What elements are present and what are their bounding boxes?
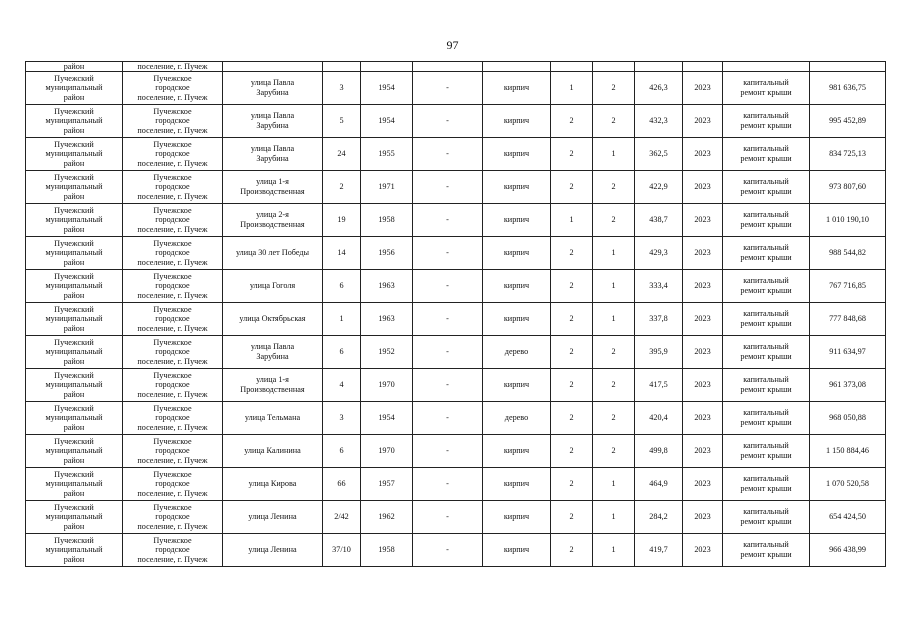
cell-house: 3 xyxy=(323,72,361,105)
cell-area: 395,9 xyxy=(635,336,683,369)
table-row xyxy=(26,369,886,402)
cell-empty xyxy=(593,62,635,72)
cell-area: 464,9 xyxy=(635,468,683,501)
cell-district: Пучежский муниципальный район xyxy=(26,369,123,402)
cell-work: капитальный ремонт крыши xyxy=(723,501,810,534)
cell-cost: 1 150 884,46 xyxy=(810,435,886,468)
cell-district: Пучежский муниципальный район xyxy=(26,237,123,270)
cell-house: 66 xyxy=(323,468,361,501)
cell-house: 6 xyxy=(323,270,361,303)
cell-entrances: 1 xyxy=(593,534,635,567)
cell-work: капитальный ремонт крыши xyxy=(723,369,810,402)
cell-district: Пучежский муниципальный район xyxy=(26,105,123,138)
table-row xyxy=(26,138,886,171)
cell-year: 1954 xyxy=(361,72,413,105)
cell-cost: 973 807,60 xyxy=(810,171,886,204)
cell-entrances: 2 xyxy=(593,105,635,138)
cell-year: 1970 xyxy=(361,435,413,468)
cell-work: капитальный ремонт крыши xyxy=(723,72,810,105)
cell-entrances: 2 xyxy=(593,171,635,204)
table-row xyxy=(26,534,886,567)
table-row xyxy=(26,468,886,501)
cell-work: капитальный ремонт крыши xyxy=(723,303,810,336)
cell-work: капитальный ремонт крыши xyxy=(723,204,810,237)
cell-plan-year: 2023 xyxy=(683,369,723,402)
cell-year: 1954 xyxy=(361,105,413,138)
cell-year: 1955 xyxy=(361,138,413,171)
cell-floors: 2 xyxy=(551,468,593,501)
cell-house: 2/42 xyxy=(323,501,361,534)
cell-street: улица Ленина xyxy=(223,501,323,534)
housing-repair-table xyxy=(25,61,886,567)
cell-work: капитальный ремонт крыши xyxy=(723,468,810,501)
cell-district: Пучежский муниципальный район xyxy=(26,435,123,468)
cell-district: Пучежский муниципальный район xyxy=(26,72,123,105)
table-row xyxy=(26,270,886,303)
cell-work: капитальный ремонт крыши xyxy=(723,402,810,435)
cell-district: Пучежский муниципальный район xyxy=(26,402,123,435)
cell-settlement: Пучежское городское поселение, г. Пучеж xyxy=(123,72,223,105)
cell-area: 284,2 xyxy=(635,501,683,534)
cell-settlement: Пучежское городское поселение, г. Пучеж xyxy=(123,435,223,468)
cell-empty xyxy=(323,62,361,72)
cell-settlement: Пучежское городское поселение, г. Пучеж xyxy=(123,402,223,435)
cell-dash: - xyxy=(413,534,483,567)
cell-plan-year: 2023 xyxy=(683,468,723,501)
cell-year: 1958 xyxy=(361,204,413,237)
cell-district: Пучежский муниципальный район xyxy=(26,270,123,303)
continued-row xyxy=(26,62,886,72)
cell-area: 426,3 xyxy=(635,72,683,105)
cell-settlement: Пучежское городское поселение, г. Пучеж xyxy=(123,468,223,501)
cell-entrances: 2 xyxy=(593,369,635,402)
cell-dash: - xyxy=(413,237,483,270)
cell-plan-year: 2023 xyxy=(683,237,723,270)
cell-material: кирпич xyxy=(483,534,551,567)
cell-area: 420,4 xyxy=(635,402,683,435)
cell-year: 1962 xyxy=(361,501,413,534)
cell-plan-year: 2023 xyxy=(683,171,723,204)
cell-empty xyxy=(810,62,886,72)
cell-settlement: Пучежское городское поселение, г. Пучеж xyxy=(123,138,223,171)
cell-material: кирпич xyxy=(483,468,551,501)
cell-plan-year: 2023 xyxy=(683,336,723,369)
cell-settlement: Пучежское городское поселение, г. Пучеж xyxy=(123,501,223,534)
cell-settlement: Пучежское городское поселение, г. Пучеж xyxy=(123,369,223,402)
cell-dash: - xyxy=(413,501,483,534)
table-row xyxy=(26,336,886,369)
cell-street: улица 1-я Производственная xyxy=(223,369,323,402)
table-row xyxy=(26,237,886,270)
cell-house: 19 xyxy=(323,204,361,237)
cell-year: 1952 xyxy=(361,336,413,369)
cell-floors: 2 xyxy=(551,534,593,567)
cell-dash: - xyxy=(413,105,483,138)
cell-year: 1957 xyxy=(361,468,413,501)
cell-empty xyxy=(223,62,323,72)
cell-material: дерево xyxy=(483,402,551,435)
cell-floors: 2 xyxy=(551,171,593,204)
cell-empty xyxy=(361,62,413,72)
cell-dash: - xyxy=(413,171,483,204)
cell-settlement: Пучежское городское поселение, г. Пучеж xyxy=(123,237,223,270)
cell-dash: - xyxy=(413,435,483,468)
cell-house: 1 xyxy=(323,303,361,336)
cell-plan-year: 2023 xyxy=(683,105,723,138)
table-row xyxy=(26,72,886,105)
cell-year: 1956 xyxy=(361,237,413,270)
table-row xyxy=(26,171,886,204)
cell-empty xyxy=(413,62,483,72)
cell-cost: 995 452,89 xyxy=(810,105,886,138)
cell-district: Пучежский муниципальный район xyxy=(26,138,123,171)
cell-street: улица 2-я Производственная xyxy=(223,204,323,237)
cell-dash: - xyxy=(413,270,483,303)
cell-house: 24 xyxy=(323,138,361,171)
cell-dash: - xyxy=(413,138,483,171)
cell-dash: - xyxy=(413,336,483,369)
cell-floors: 2 xyxy=(551,105,593,138)
page-number: 97 xyxy=(446,38,459,52)
cell-area: 499,8 xyxy=(635,435,683,468)
cell-empty xyxy=(683,62,723,72)
table-row xyxy=(26,435,886,468)
cell-settlement: Пучежское городское поселение, г. Пучеж xyxy=(123,270,223,303)
cell-floors: 1 xyxy=(551,204,593,237)
cell-district: Пучежский муниципальный район xyxy=(26,171,123,204)
cell-dash: - xyxy=(413,402,483,435)
cell-cost: 1 070 520,58 xyxy=(810,468,886,501)
table-body xyxy=(26,62,886,567)
cell-district: Пучежский муниципальный район xyxy=(26,336,123,369)
cell-material: кирпич xyxy=(483,303,551,336)
cell-cost: 1 010 190,10 xyxy=(810,204,886,237)
cell-floors: 2 xyxy=(551,270,593,303)
cell-plan-year: 2023 xyxy=(683,501,723,534)
cell-district: район xyxy=(26,62,123,72)
cell-entrances: 1 xyxy=(593,501,635,534)
cell-entrances: 2 xyxy=(593,402,635,435)
cell-entrances: 1 xyxy=(593,138,635,171)
cell-work: капитальный ремонт крыши xyxy=(723,138,810,171)
cell-dash: - xyxy=(413,303,483,336)
cell-entrances: 1 xyxy=(593,303,635,336)
cell-floors: 2 xyxy=(551,435,593,468)
cell-material: кирпич xyxy=(483,435,551,468)
cell-district: Пучежский муниципальный район xyxy=(26,534,123,567)
cell-house: 37/10 xyxy=(323,534,361,567)
cell-area: 429,3 xyxy=(635,237,683,270)
cell-district: Пучежский муниципальный район xyxy=(26,303,123,336)
cell-street: улица Павла Зарубина xyxy=(223,105,323,138)
cell-area: 362,5 xyxy=(635,138,683,171)
cell-floors: 2 xyxy=(551,303,593,336)
table-row xyxy=(26,204,886,237)
cell-year: 1971 xyxy=(361,171,413,204)
cell-entrances: 2 xyxy=(593,336,635,369)
cell-plan-year: 2023 xyxy=(683,534,723,567)
cell-entrances: 2 xyxy=(593,435,635,468)
cell-street: улица Павла Зарубина xyxy=(223,72,323,105)
cell-plan-year: 2023 xyxy=(683,270,723,303)
cell-cost: 981 636,75 xyxy=(810,72,886,105)
cell-floors: 2 xyxy=(551,138,593,171)
cell-work: капитальный ремонт крыши xyxy=(723,237,810,270)
cell-house: 2 xyxy=(323,171,361,204)
cell-material: кирпич xyxy=(483,138,551,171)
cell-entrances: 1 xyxy=(593,237,635,270)
cell-entrances: 1 xyxy=(593,270,635,303)
cell-area: 337,8 xyxy=(635,303,683,336)
cell-entrances: 2 xyxy=(593,72,635,105)
cell-street: улица Калинина xyxy=(223,435,323,468)
cell-work: капитальный ремонт крыши xyxy=(723,171,810,204)
cell-work: капитальный ремонт крыши xyxy=(723,435,810,468)
cell-dash: - xyxy=(413,72,483,105)
cell-material: кирпич xyxy=(483,369,551,402)
cell-area: 419,7 xyxy=(635,534,683,567)
cell-house: 5 xyxy=(323,105,361,138)
cell-empty xyxy=(551,62,593,72)
cell-street: улица 30 лет Победы xyxy=(223,237,323,270)
cell-street: улица Октябрьская xyxy=(223,303,323,336)
cell-house: 6 xyxy=(323,336,361,369)
cell-work: капитальный ремонт крыши xyxy=(723,270,810,303)
cell-plan-year: 2023 xyxy=(683,72,723,105)
cell-floors: 2 xyxy=(551,336,593,369)
cell-house: 6 xyxy=(323,435,361,468)
cell-street: улица Кирова xyxy=(223,468,323,501)
cell-entrances: 2 xyxy=(593,204,635,237)
cell-street: улица Павла Зарубина xyxy=(223,336,323,369)
cell-year: 1970 xyxy=(361,369,413,402)
cell-cost: 961 373,08 xyxy=(810,369,886,402)
cell-settlement: Пучежское городское поселение, г. Пучеж xyxy=(123,303,223,336)
cell-cost: 988 544,82 xyxy=(810,237,886,270)
cell-material: кирпич xyxy=(483,270,551,303)
cell-plan-year: 2023 xyxy=(683,435,723,468)
cell-material: кирпич xyxy=(483,72,551,105)
cell-cost: 654 424,50 xyxy=(810,501,886,534)
cell-settlement: поселение, г. Пучеж xyxy=(123,62,223,72)
cell-cost: 767 716,85 xyxy=(810,270,886,303)
table-row xyxy=(26,402,886,435)
cell-district: Пучежский муниципальный район xyxy=(26,501,123,534)
cell-material: кирпич xyxy=(483,105,551,138)
cell-plan-year: 2023 xyxy=(683,138,723,171)
cell-settlement: Пучежское городское поселение, г. Пучеж xyxy=(123,534,223,567)
cell-area: 438,7 xyxy=(635,204,683,237)
cell-empty xyxy=(723,62,810,72)
cell-year: 1958 xyxy=(361,534,413,567)
cell-cost: 777 848,68 xyxy=(810,303,886,336)
cell-area: 417,5 xyxy=(635,369,683,402)
cell-material: кирпич xyxy=(483,204,551,237)
cell-work: капитальный ремонт крыши xyxy=(723,534,810,567)
cell-entrances: 1 xyxy=(593,468,635,501)
cell-street: улица Павла Зарубина xyxy=(223,138,323,171)
cell-dash: - xyxy=(413,204,483,237)
cell-floors: 2 xyxy=(551,402,593,435)
table-row xyxy=(26,501,886,534)
cell-house: 3 xyxy=(323,402,361,435)
cell-dash: - xyxy=(413,468,483,501)
cell-work: капитальный ремонт крыши xyxy=(723,336,810,369)
cell-cost: 911 634,97 xyxy=(810,336,886,369)
cell-plan-year: 2023 xyxy=(683,303,723,336)
cell-house: 14 xyxy=(323,237,361,270)
cell-year: 1954 xyxy=(361,402,413,435)
cell-year: 1963 xyxy=(361,270,413,303)
cell-area: 333,4 xyxy=(635,270,683,303)
cell-floors: 2 xyxy=(551,369,593,402)
cell-cost: 966 438,99 xyxy=(810,534,886,567)
cell-floors: 1 xyxy=(551,72,593,105)
cell-street: улица Тельмана xyxy=(223,402,323,435)
cell-plan-year: 2023 xyxy=(683,204,723,237)
cell-street: улица 1-я Производственная xyxy=(223,171,323,204)
cell-floors: 2 xyxy=(551,237,593,270)
cell-area: 432,3 xyxy=(635,105,683,138)
cell-material: кирпич xyxy=(483,237,551,270)
cell-house: 4 xyxy=(323,369,361,402)
cell-settlement: Пучежское городское поселение, г. Пучеж xyxy=(123,105,223,138)
cell-empty xyxy=(483,62,551,72)
cell-year: 1963 xyxy=(361,303,413,336)
cell-material: кирпич xyxy=(483,501,551,534)
cell-empty xyxy=(635,62,683,72)
cell-street: улица Гоголя xyxy=(223,270,323,303)
cell-plan-year: 2023 xyxy=(683,402,723,435)
cell-dash: - xyxy=(413,369,483,402)
cell-material: кирпич xyxy=(483,171,551,204)
cell-street: улица Ленина xyxy=(223,534,323,567)
cell-district: Пучежский муниципальный район xyxy=(26,468,123,501)
cell-cost: 834 725,13 xyxy=(810,138,886,171)
cell-settlement: Пучежское городское поселение, г. Пучеж xyxy=(123,171,223,204)
cell-area: 422,9 xyxy=(635,171,683,204)
cell-cost: 968 050,88 xyxy=(810,402,886,435)
table-row xyxy=(26,303,886,336)
cell-floors: 2 xyxy=(551,501,593,534)
cell-district: Пучежский муниципальный район xyxy=(26,204,123,237)
cell-settlement: Пучежское городское поселение, г. Пучеж xyxy=(123,336,223,369)
cell-material: дерево xyxy=(483,336,551,369)
table-row xyxy=(26,105,886,138)
cell-settlement: Пучежское городское поселение, г. Пучеж xyxy=(123,204,223,237)
cell-work: капитальный ремонт крыши xyxy=(723,105,810,138)
